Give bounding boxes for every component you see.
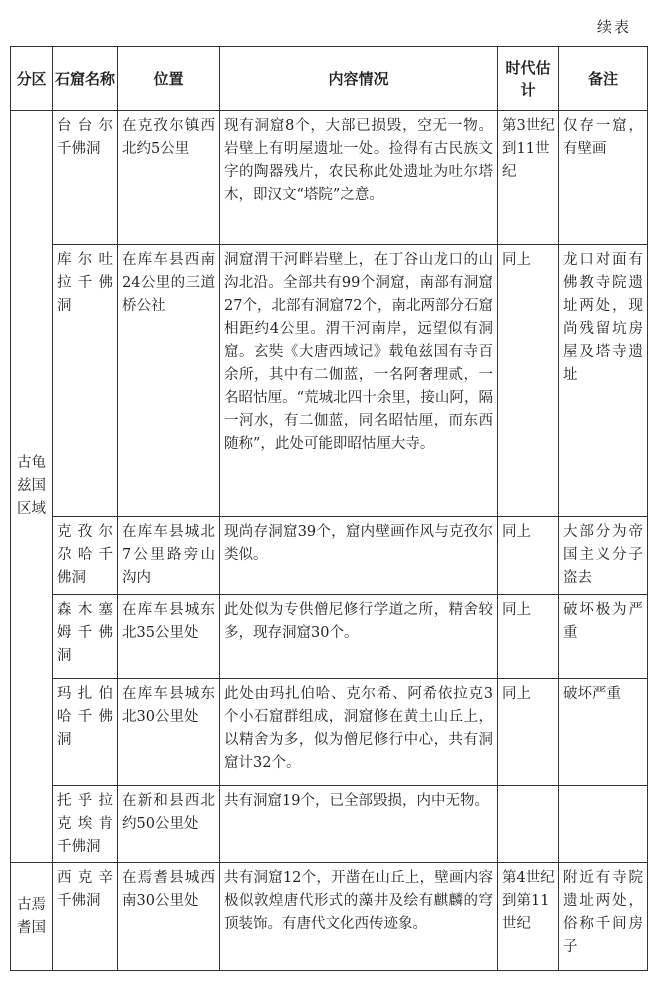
region-cell [11, 863, 53, 971]
cave-notes [559, 786, 648, 863]
cave-era [498, 786, 559, 863]
header-region: 分区 [11, 47, 53, 111]
cave-era: 同上 [498, 245, 559, 517]
cave-content: 此处由玛扎伯哈、克尔希、阿希依拉克3个小石窟群组成，洞窟修在黄土山丘上，以精舍为多，似为僧尼修行中心，共有洞窟计32个。 [220, 679, 498, 786]
cave-content: 现尚存洞窟39个，窟内壁画作风与克孜尔类似。 [220, 517, 498, 595]
header-location: 位置 [118, 47, 220, 111]
cave-location: 在新和县西北约50公里处 [118, 786, 220, 863]
cave-notes: 大部分为帝国主义分子盗去 [559, 517, 648, 595]
table-row [11, 517, 648, 595]
region-label: 古焉耆国 [17, 896, 46, 936]
cave-name: 库尔吐拉千佛洞 [53, 245, 118, 517]
cave-content: 共有洞窟12个，开凿在山丘上，壁画内容极似敦煌唐代形式的藻井及绘有麒麟的穹顶装饰。有唐代文化西传迹象。 [220, 863, 498, 971]
header-name: 石窟名称 [53, 47, 118, 111]
cave-content: 此处似为专供僧尼修行学道之所，精舍较多，现存洞窟30个。 [220, 595, 498, 679]
continued-label: 续表 [596, 18, 631, 36]
cave-name: 西克辛千佛洞 [53, 863, 118, 971]
cave-location: 在库车县城北7公里路旁山沟内 [118, 517, 220, 595]
cave-era: 第4世纪到第11世纪 [498, 863, 559, 971]
region-label: 古龟兹国区域 [17, 455, 46, 517]
cave-name: 托乎拉克埃肯千佛洞 [53, 786, 118, 863]
cave-name: 玛扎伯哈千佛洞 [53, 679, 118, 786]
table-row [11, 786, 648, 863]
cave-name: 森木塞姆千佛洞 [53, 595, 118, 679]
cave-content: 洞窟渭干河畔岩壁上，在丁谷山龙口的山沟北沿。全部共有99个洞窟，南部有洞窟27个，北部有洞窟72个，南北两部分石窟相距约4公里。渭干河南岸，远望似有洞窟。玄奘《大唐西域记》载龟兹国有寺百余所，其中有二伽蓝，一名阿奢理贰，一名昭怙厘。“荒城北四十余里，接山阿，隔一河水，有二伽蓝，同名昭怙厘，而东西随称”，此处可能即昭怙厘大寺。 [220, 245, 498, 517]
header-era: 时代估计 [498, 47, 559, 111]
cave-location: 在库车县西南24公里的三道桥公社 [118, 245, 220, 517]
cave-table [10, 46, 648, 971]
cave-era: 同上 [498, 517, 559, 595]
cave-location: 在克孜尔镇西北约5公里 [118, 111, 220, 245]
cave-location: 在库车县城东北35公里处 [118, 595, 220, 679]
table-row [11, 111, 648, 245]
table-row [11, 245, 648, 517]
cave-location: 在库车县城东北30公里处 [118, 679, 220, 786]
cave-era: 第3世纪到11世纪 [498, 111, 559, 245]
cave-notes: 仅存一窟，有壁画 [559, 111, 648, 245]
cave-location: 在焉耆县城西南30公里处 [118, 863, 220, 971]
cave-name: 台台尔千佛洞 [53, 111, 118, 245]
cave-notes: 附近有寺院遗址两处，俗称千间房子 [559, 863, 648, 971]
cave-content: 共有洞窟19个，已全部毁损，内中无物。 [220, 786, 498, 863]
cave-notes: 破坏严重 [559, 679, 648, 786]
cave-notes: 破坏极为严重 [559, 595, 648, 679]
region-cell [11, 111, 53, 863]
header-row [11, 47, 648, 111]
header-content: 内容情况 [220, 47, 498, 111]
cave-notes: 龙口对面有佛教寺院遗址两处，现尚残留坑房屋及塔寺遗址 [559, 245, 648, 517]
table-row [11, 679, 648, 786]
table-row [11, 863, 648, 971]
header-notes: 备注 [559, 47, 648, 111]
table-row [11, 595, 648, 679]
cave-era: 同上 [498, 595, 559, 679]
cave-content: 现有洞窟8个，大部已损毁，空无一物。岩壁上有明屋遗址一处。捡得有古民族文字的陶器残片，农民称此处遗址为吐尔塔木，即汉文“塔院”之意。 [220, 111, 498, 245]
cave-era: 同上 [498, 679, 559, 786]
cave-name: 克孜尔尕哈千佛洞 [53, 517, 118, 595]
